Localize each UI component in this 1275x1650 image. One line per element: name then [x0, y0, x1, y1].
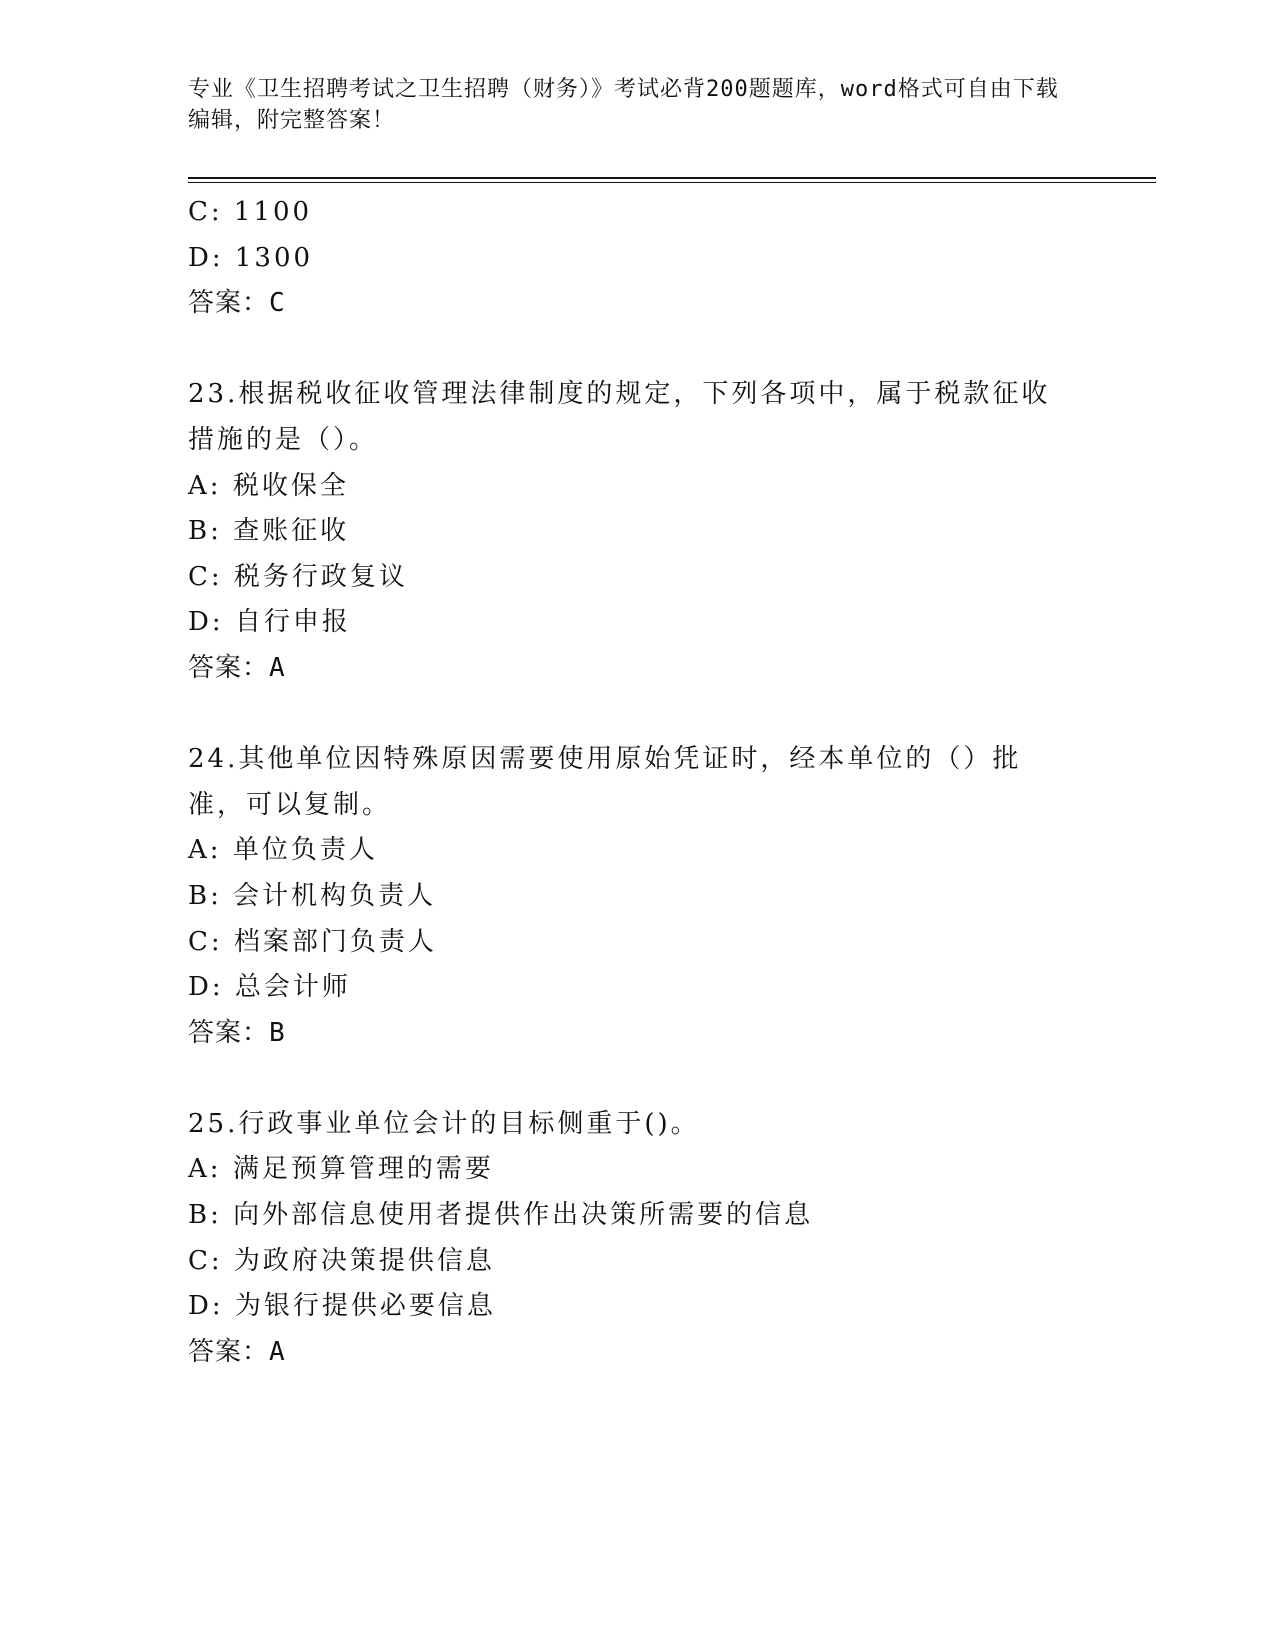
question-title: 25.行政事业单位会计的目标侧重于()。	[188, 1108, 700, 1139]
option-line: C: 税务行政复议	[188, 561, 408, 592]
answer-line: 答案：A	[188, 652, 286, 683]
question-title: 24.其他单位因特殊原因需要使用原始凭证时，经本单位的（）批准，可以复制。	[188, 744, 1022, 820]
option-line: C: 档案部门负责人	[188, 926, 437, 957]
option-line: D: 总会计师	[188, 972, 351, 1003]
header-divider-thin	[188, 182, 1156, 183]
answer-line: 答案：C	[188, 288, 286, 319]
option-line: D: 自行申报	[188, 607, 351, 638]
answer-line: 答案：A	[188, 1336, 286, 1367]
question-title: 23.根据税收征收管理法律制度的规定，下列各项中，属于税款征收措施的是（）。	[188, 379, 1051, 455]
option-line: B: 查账征收	[188, 516, 350, 547]
document-header: 专业《卫生招聘考试之卫生招聘（财务）》考试必背200题题库，word格式可自由下载编辑，附完整答案！	[188, 77, 1059, 133]
option-line: C: 为政府决策提供信息	[188, 1245, 495, 1276]
header-divider-thick	[188, 177, 1156, 179]
option-line: D: 1300	[188, 242, 314, 273]
option-line: B: 向外部信息使用者提供作出决策所需要的信息	[188, 1200, 814, 1231]
option-line: A: 税收保全	[188, 470, 349, 501]
option-line: A: 单位负责人	[188, 835, 378, 866]
question-content	[188, 190, 1088, 1375]
option-line: B: 会计机构负责人	[188, 880, 437, 911]
option-line: C: 1100	[188, 197, 313, 227]
answer-line: 答案：B	[188, 1017, 286, 1048]
option-line: D: 为银行提供必要信息	[188, 1291, 496, 1322]
option-line: A: 满足预算管理的需要	[188, 1154, 494, 1185]
